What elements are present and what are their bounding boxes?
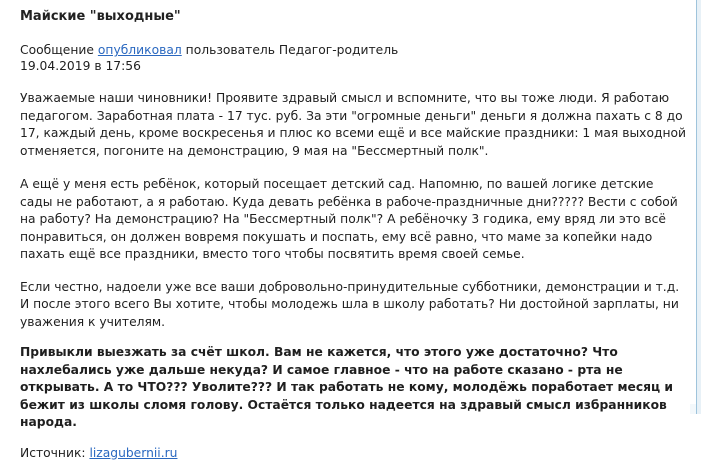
published-link[interactable]: опубликовал: [97, 43, 182, 57]
post-paragraph-1: Уважаемые наши чиновники! Проявите здравый смысл и вспомните, что вы тоже люди. Я работаю педагогом. Заработная плата - 17 тус. руб. За эти "огромные деньги" деньги я должна пахать с 8 до 17, каждый день, кроме воскресенья и плюс ко всеми ещё и все майские праздники: 1 мая выходной отменяется, погоните на демонстрацию, 9 мая на "Бессмертный полк".: [20, 91, 687, 158]
source-label: Источник:: [20, 445, 90, 460]
source-link[interactable]: lizagubernii.ru: [89, 445, 178, 460]
post-source: [20, 445, 688, 462]
meta-author: пользователь Педагог-родитель: [181, 43, 399, 57]
post-paragraph-bold: Привыкли выезжать за счёт школ. Вам не кажется, что этого уже достаточно? Что нахлебались уже дальше некуда? И самое главное - что на работе сказано - рта не открывать. А то ЧТО??? Уволите??? И так работать не кому, молодёжь поработает месяц и бежит из школы сломя голову. Остаётся только надеется на здравый смысл избранников народа.: [20, 345, 674, 429]
post-date: 19.04.2019 в 17:56: [20, 59, 141, 73]
post-meta: [20, 42, 688, 58]
scrollbar-track[interactable]: [697, 0, 701, 414]
meta-prefix: Сообщение: [20, 43, 98, 57]
post-title: Майские "выходные": [20, 9, 181, 24]
post-paragraph-2: А ещё у меня есть ребёнок, который посещает детский сад. Напомню, по вашей логике детские сады не работают, а я работаю. Куда девать ребёнка в рабоче-праздничные дни????? Вести с собой на работу? На демонстрацию? На "Бессмертный полк"? А ребёночку 3 годика, ему вряд ли это всё понравиться, он должен вовремя покушать и поспать, ему всё равно, что маме за копейки надо пахать ещё все праздники, вместо того чтобы посвятить время своей семье.: [20, 177, 678, 261]
frame-corner: [690, 404, 696, 414]
post-container: [20, 9, 688, 462]
post-paragraph-3: Если честно, надоели уже все ваши добровольно-принудительные субботники, демонстрации и т.д. И после этого всего Вы хотите, чтобы молодежь шла в школу работать? Ни достойной зарплаты, ни уважения к учителям.: [20, 279, 680, 329]
